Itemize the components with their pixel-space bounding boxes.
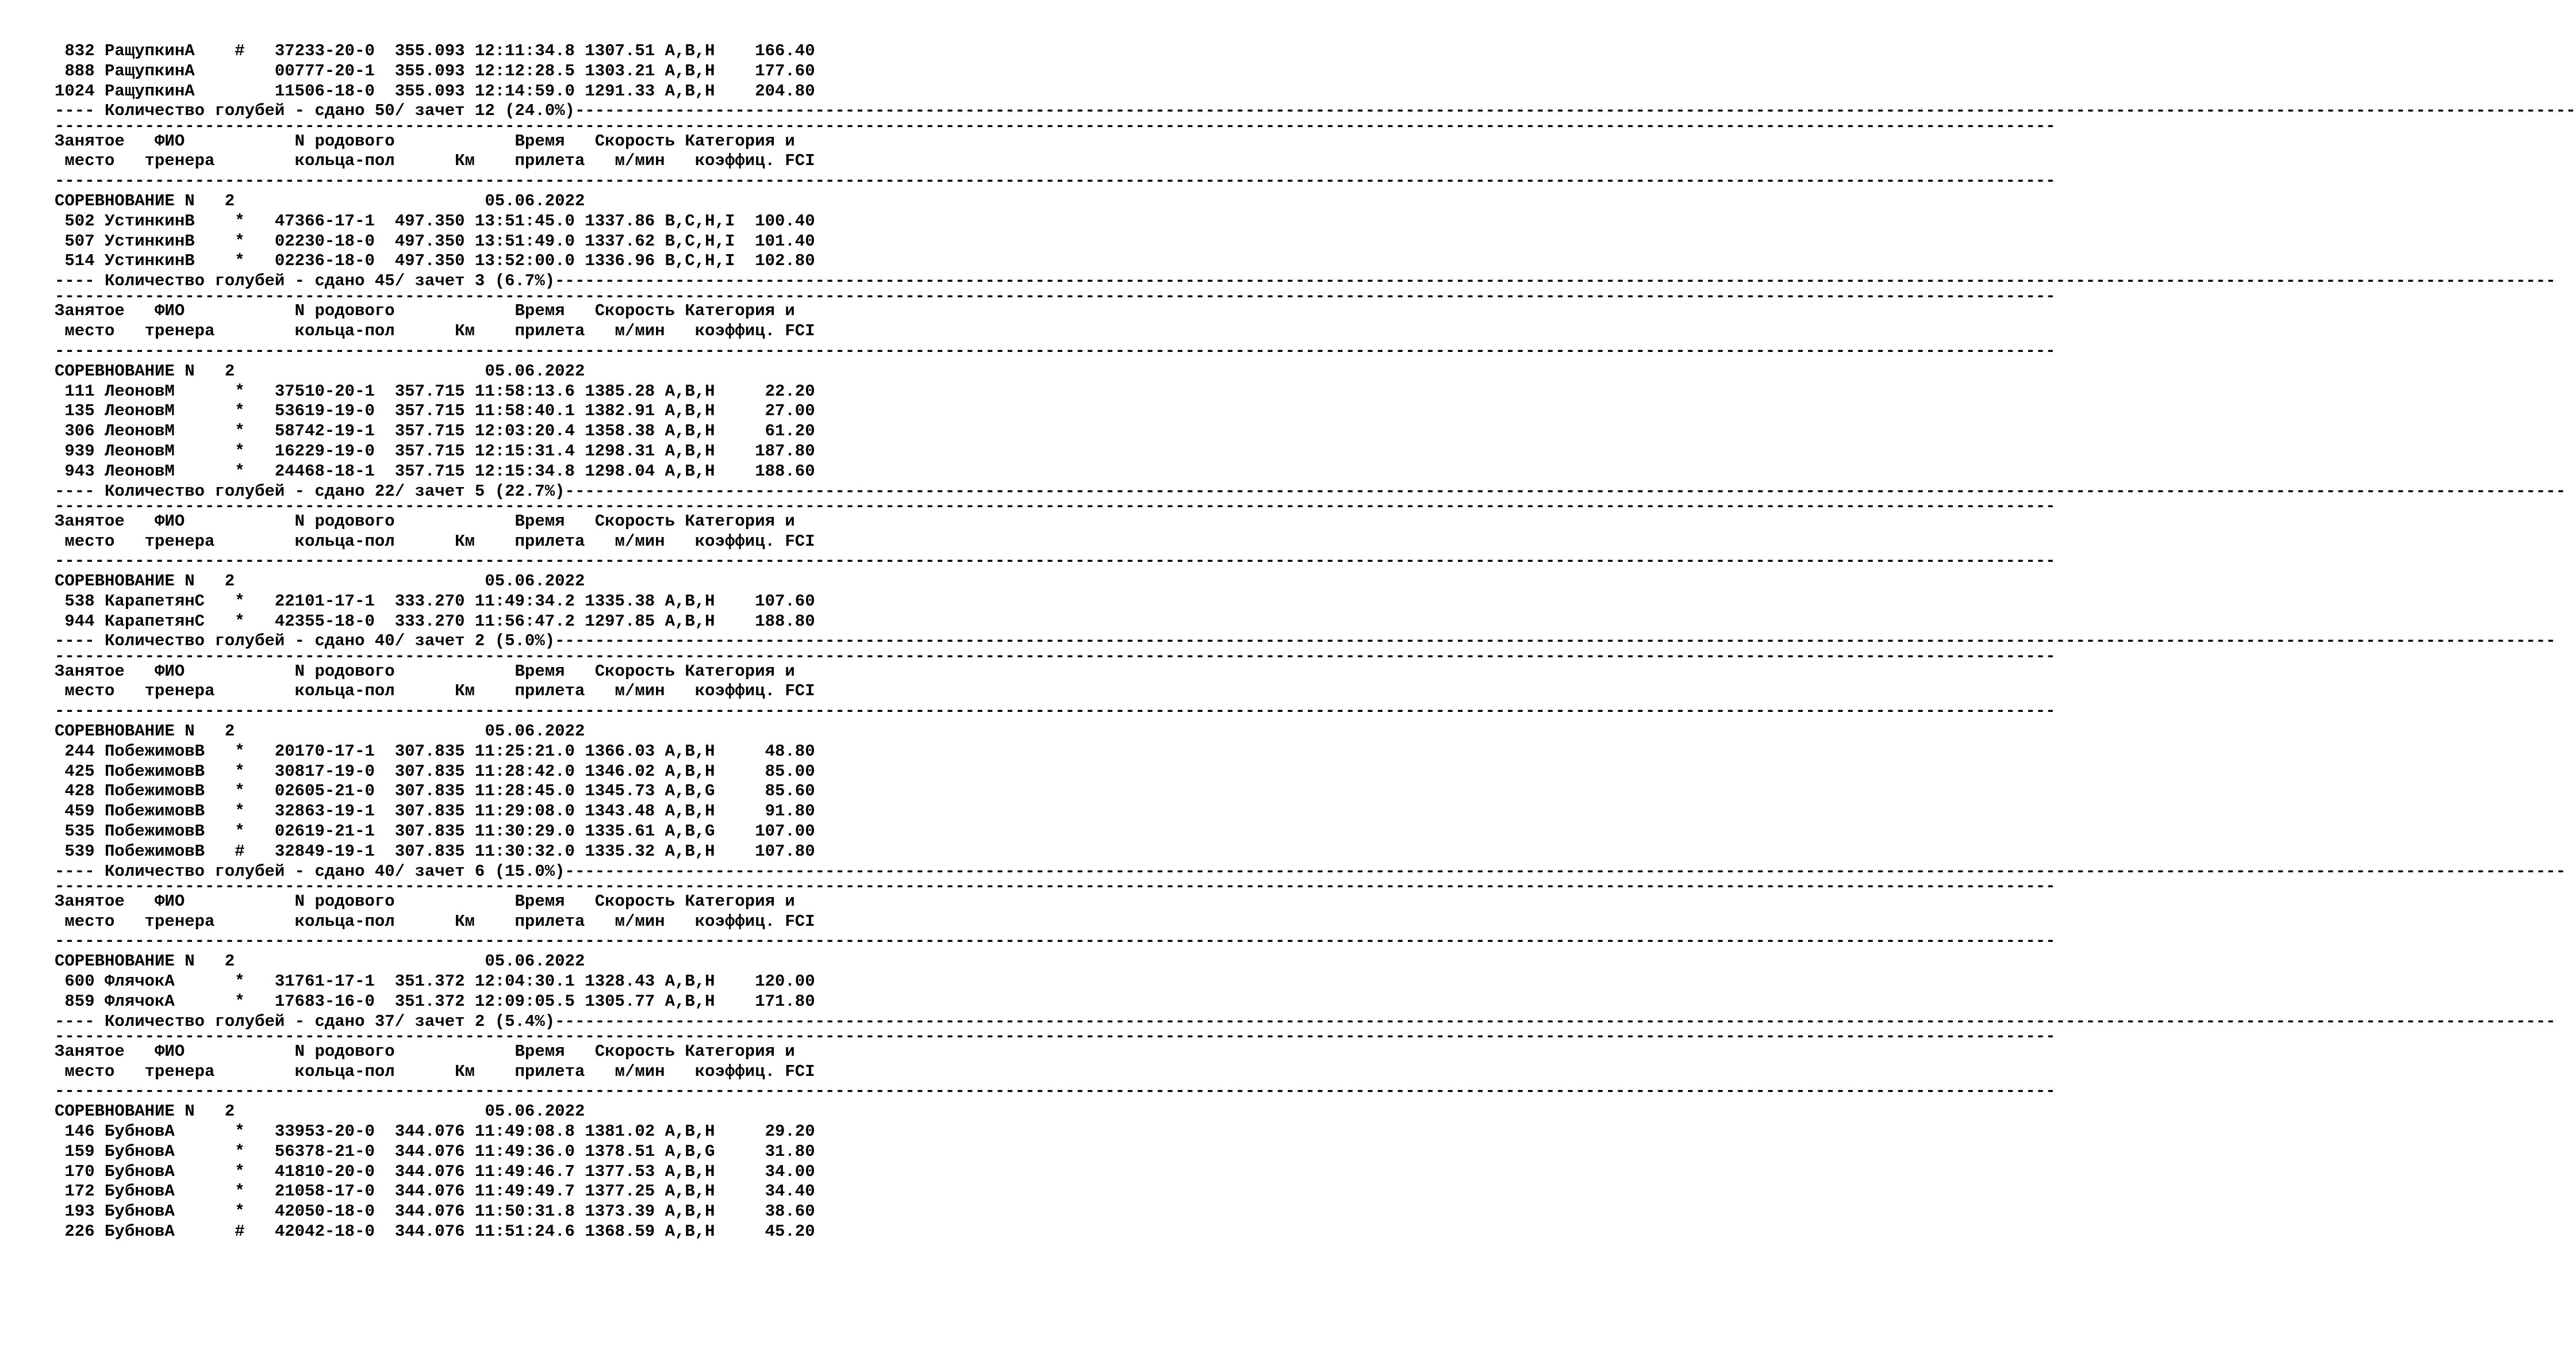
result-row: 226 БубновА # 42042-18-0 344.076 11:51:24.6 1368.59 A,B,H 45.20 bbox=[55, 1221, 815, 1241]
dashed-rule: -------------------------------------------------------------------------------------------------------------------------------------------------------------------------------------------------------- bbox=[55, 497, 2056, 516]
result-row: 306 ЛеоновМ * 58742-19-1 357.715 12:03:20.4 1358.38 A,B,H 61.20 bbox=[55, 421, 815, 441]
result-row: 859 ФлячокА * 17683-16-0 351.372 12:09:05.5 1305.77 A,B,H 171.80 bbox=[55, 991, 815, 1011]
result-row: 832 РащупкинА # 37233-20-0 355.093 12:11:34.8 1307.51 A,B,H 166.40 bbox=[55, 41, 815, 60]
result-row: 943 ЛеоновМ * 24468-18-1 357.715 12:15:34.8 1298.04 A,B,H 188.60 bbox=[55, 461, 815, 481]
competition-title: СОРЕВНОВАНИЕ N 2 05.06.2022 bbox=[55, 952, 585, 971]
result-row: 170 БубновА * 41810-20-0 344.076 11:49:46.7 1377.53 A,B,H 34.00 bbox=[55, 1162, 815, 1181]
column-header-line-1: Занятое ФИО N родового Время Скорость Категория и bbox=[55, 301, 795, 321]
competition-title: СОРЕВНОВАНИЕ N 2 05.06.2022 bbox=[55, 191, 585, 210]
dashed-rule: -------------------------------------------------------------------------------------------------------------------------------------------------------------------------------------------------------- bbox=[55, 647, 2056, 666]
column-header-line-1: Занятое ФИО N родового Время Скорость Категория и bbox=[55, 511, 795, 531]
result-row: 146 БубновА * 33953-20-0 344.076 11:49:08.8 1381.02 A,B,H 29.20 bbox=[55, 1121, 815, 1141]
dashed-rule: -------------------------------------------------------------------------------------------------------------------------------------------------------------------------------------------------------- bbox=[55, 1027, 2056, 1047]
column-header-line-2: место тренера кольца-пол Км прилета м/мин коэффиц. FCI bbox=[55, 151, 815, 171]
result-row: 539 ПобежимовВ # 32849-19-1 307.835 11:30:32.0 1335.32 A,B,H 107.80 bbox=[55, 841, 815, 861]
column-header-line-1: Занятое ФИО N родового Время Скорость Категория и bbox=[55, 891, 795, 911]
result-row: 459 ПобежимовВ * 32863-19-1 307.835 11:29:08.0 1343.48 A,B,H 91.80 bbox=[55, 802, 815, 821]
column-header-line-2: место тренера кольца-пол Км прилета м/мин коэффиц. FCI bbox=[55, 681, 815, 701]
competition-title: СОРЕВНОВАНИЕ N 2 05.06.2022 bbox=[55, 572, 585, 591]
dashed-rule: -------------------------------------------------------------------------------------------------------------------------------------------------------------------------------------------------------- bbox=[55, 117, 2056, 136]
result-row: 159 БубновА * 56378-21-0 344.076 11:49:36.0 1378.51 A,B,G 31.80 bbox=[55, 1141, 815, 1161]
result-row: 193 БубновА * 42050-18-0 344.076 11:50:31.8 1373.39 A,B,H 38.60 bbox=[55, 1202, 815, 1221]
result-row: 244 ПобежимовВ * 20170-17-1 307.835 11:25:21.0 1366.03 A,B,H 48.80 bbox=[55, 741, 815, 761]
result-row: 502 УстинкинВ * 47366-17-1 497.350 13:51:45.0 1337.86 B,C,H,I 100.40 bbox=[55, 211, 815, 231]
column-header-line-2: место тренера кольца-пол Км прилета м/мин коэффиц. FCI bbox=[55, 911, 815, 931]
competition-title: СОРЕВНОВАНИЕ N 2 05.06.2022 bbox=[55, 722, 585, 741]
result-row: 514 УстинкинВ * 02236-18-0 497.350 13:52:00.0 1336.96 B,C,H,I 102.80 bbox=[55, 251, 815, 271]
dashed-rule: -------------------------------------------------------------------------------------------------------------------------------------------------------------------------------------------------------- bbox=[55, 932, 2056, 951]
dashed-rule: -------------------------------------------------------------------------------------------------------------------------------------------------------------------------------------------------------- bbox=[55, 877, 2056, 896]
result-row: 888 РащупкинА 00777-20-1 355.093 12:12:28.5 1303.21 A,B,H 177.60 bbox=[55, 61, 815, 81]
result-row: 428 ПобежимовВ * 02605-21-0 307.835 11:28:45.0 1345.73 A,B,G 85.60 bbox=[55, 781, 815, 801]
column-header-line-2: место тренера кольца-пол Км прилета м/мин коэффиц. FCI bbox=[55, 1062, 815, 1081]
dashed-rule: -------------------------------------------------------------------------------------------------------------------------------------------------------------------------------------------------------- bbox=[55, 1082, 2056, 1101]
block-summary: ---- Количество голубей - сдано 22/ зачет 5 (22.7%)-------------------------------------------------------------------------------------------------------------------------------------------------------------------------------------------------------- bbox=[55, 481, 2566, 501]
dashed-rule: -------------------------------------------------------------------------------------------------------------------------------------------------------------------------------------------------------- bbox=[55, 551, 2056, 571]
block-summary: ---- Количество голубей - сдано 40/ зачет 6 (15.0%)-------------------------------------------------------------------------------------------------------------------------------------------------------------------------------------------------------- bbox=[55, 861, 2566, 881]
dashed-rule: -------------------------------------------------------------------------------------------------------------------------------------------------------------------------------------------------------- bbox=[55, 171, 2056, 191]
result-row: 538 КарапетянС * 22101-17-1 333.270 11:49:34.2 1335.38 A,B,H 107.60 bbox=[55, 591, 815, 611]
result-row: 135 ЛеоновМ * 53619-19-0 357.715 11:58:40.1 1382.91 A,B,H 27.00 bbox=[55, 401, 815, 421]
result-row: 535 ПобежимовВ * 02619-21-1 307.835 11:30:29.0 1335.61 A,B,G 107.00 bbox=[55, 822, 815, 841]
column-header-line-1: Занятое ФИО N родового Время Скорость Категория и bbox=[55, 1041, 795, 1061]
block-summary: ---- Количество голубей - сдано 40/ зачет 2 (5.0%)-------------------------------------------------------------------------------------------------------------------------------------------------------------------------------------------------------- bbox=[55, 631, 2556, 651]
result-row: 425 ПобежимовВ * 30817-19-0 307.835 11:28:42.0 1346.02 A,B,H 85.00 bbox=[55, 761, 815, 781]
dashed-rule: -------------------------------------------------------------------------------------------------------------------------------------------------------------------------------------------------------- bbox=[55, 341, 2056, 361]
column-header-line-1: Занятое ФИО N родового Время Скорость Категория и bbox=[55, 661, 795, 681]
competition-title: СОРЕВНОВАНИЕ N 2 05.06.2022 bbox=[55, 1102, 585, 1121]
result-row: 507 УстинкинВ * 02230-18-0 497.350 13:51:49.0 1337.62 B,C,H,I 101.40 bbox=[55, 231, 815, 251]
block-summary: ---- Количество голубей - сдано 37/ зачет 2 (5.4%)-------------------------------------------------------------------------------------------------------------------------------------------------------------------------------------------------------- bbox=[55, 1011, 2556, 1031]
result-row: 111 ЛеоновМ * 37510-20-1 357.715 11:58:13.6 1385.28 A,B,H 22.20 bbox=[55, 381, 815, 401]
result-row: 600 ФлячокА * 31761-17-1 351.372 12:04:30.1 1328.43 A,B,H 120.00 bbox=[55, 972, 815, 991]
result-row: 172 БубновА * 21058-17-0 344.076 11:49:49.7 1377.25 A,B,H 34.40 bbox=[55, 1182, 815, 1201]
block-summary: ---- Количество голубей - сдано 50/ зачет 12 (24.0%)-------------------------------------------------------------------------------------------------------------------------------------------------------------------------------------------------------- bbox=[55, 101, 2576, 121]
dashed-rule: -------------------------------------------------------------------------------------------------------------------------------------------------------------------------------------------------------- bbox=[55, 702, 2056, 721]
result-row: 944 КарапетянС * 42355-18-0 333.270 11:56:47.2 1297.85 A,B,H 188.80 bbox=[55, 611, 815, 631]
competition-title: СОРЕВНОВАНИЕ N 2 05.06.2022 bbox=[55, 361, 585, 381]
column-header-line-2: место тренера кольца-пол Км прилета м/мин коэффиц. FCI bbox=[55, 531, 815, 551]
result-row: 1024 РащупкинА 11506-18-0 355.093 12:14:59.0 1291.33 A,B,H 204.80 bbox=[55, 81, 815, 101]
dashed-rule: -------------------------------------------------------------------------------------------------------------------------------------------------------------------------------------------------------- bbox=[55, 286, 2056, 306]
column-header-line-2: место тренера кольца-пол Км прилета м/мин коэффиц. FCI bbox=[55, 321, 815, 341]
result-row: 939 ЛеоновМ * 16229-19-0 357.715 12:15:31.4 1298.31 A,B,H 187.80 bbox=[55, 441, 815, 461]
results-printout bbox=[55, 41, 2576, 1242]
column-header-line-1: Занятое ФИО N родового Время Скорость Категория и bbox=[55, 131, 795, 151]
block-summary: ---- Количество голубей - сдано 45/ зачет 3 (6.7%)-------------------------------------------------------------------------------------------------------------------------------------------------------------------------------------------------------- bbox=[55, 271, 2556, 291]
